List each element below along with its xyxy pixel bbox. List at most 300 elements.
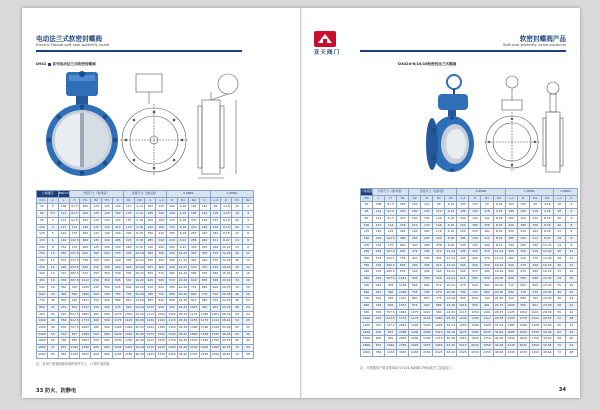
table-cell: 800 (102, 351, 113, 358)
table-cell: 48-62 (541, 349, 553, 356)
table-cell: 50 (361, 202, 373, 209)
table-cell: 44-39 (445, 343, 457, 350)
table-cell: 250 (58, 251, 69, 258)
right-head-pn16: 1.6MPa (553, 189, 577, 196)
table-cell: 4-18 (177, 204, 188, 211)
table-cell: 800 (102, 345, 113, 352)
table-cell: 210 (112, 224, 123, 231)
table-cell: 240 (112, 231, 123, 238)
table-cell: 1115 (457, 309, 469, 316)
table-cell: 250 (91, 284, 102, 291)
table-cell: 525 (199, 271, 210, 278)
table-cell: 705 (421, 289, 433, 296)
table-cell: 860 (409, 296, 421, 303)
table-cell: 1255 (505, 316, 517, 323)
table-row (37, 211, 254, 218)
table-cell: 125 (91, 244, 102, 251)
table-cell: 565 (469, 276, 481, 283)
table-cell: 1328 (210, 325, 221, 332)
table-cell: 1400 (361, 329, 373, 336)
left-model-line (36, 62, 96, 67)
table-cell: 1590 (156, 331, 167, 338)
table-cell: 2388 (80, 331, 91, 338)
table-row (361, 222, 578, 229)
table-cell: 210 (517, 229, 529, 236)
table-cell: 975 (409, 302, 421, 309)
table-cell: 710 (58, 331, 69, 338)
table-cell: 1380 (156, 325, 167, 332)
table-column-header: D2 (493, 195, 505, 202)
table-column-header: H2 (409, 195, 421, 202)
right-table-body (361, 202, 578, 356)
table-cell: 670 (457, 282, 469, 289)
table-cell: 132 (529, 215, 541, 222)
table-cell: 1682 (80, 311, 91, 318)
table-column-header: b (145, 197, 156, 204)
table-cell: 4 (243, 217, 254, 224)
worm-gear-butterfly-valve-photo (414, 74, 484, 174)
table-cell: 400 (91, 318, 102, 325)
table-cell: 4-18 (221, 204, 232, 211)
left-page (22, 8, 300, 398)
table-cell: 24-39 (221, 304, 232, 311)
table-cell: 28-36 (493, 316, 505, 323)
table-cell: 8-18 (493, 229, 505, 236)
table-cell: 125 (91, 204, 102, 211)
table-cell: 46 (232, 298, 243, 305)
table-cell: 350 (102, 278, 113, 285)
table-cell: 295 (469, 242, 481, 249)
table-row (361, 249, 578, 256)
table-cell: 370 (481, 256, 493, 263)
table-row (37, 325, 254, 332)
table-column-header: n-d (210, 197, 221, 204)
table-column-header: D (221, 197, 232, 204)
table-cell: 550 (123, 278, 134, 285)
table-cell: 620 (469, 282, 481, 289)
table-cell: 12-22 (134, 264, 145, 271)
table-cell: 40-36 (134, 338, 145, 345)
table-cell: 350 (91, 298, 102, 305)
table-cell: 24-36 (541, 296, 553, 303)
table-row (37, 258, 254, 265)
table-cell: 1600 (37, 338, 48, 345)
table-cell: 2125 (433, 349, 445, 356)
table-cell: 32-39 (493, 323, 505, 330)
table-cell: 725 (469, 289, 481, 296)
table-cell: 370 (210, 258, 221, 265)
table-cell: 8-18 (445, 229, 457, 236)
table-cell: 950 (517, 302, 529, 309)
table-cell: 4-18 (445, 222, 457, 229)
table-cell: 20 (243, 284, 254, 291)
table-cell: 8-18 (177, 217, 188, 224)
table-cell: 36 (243, 331, 254, 338)
table-cell: 2230 (156, 351, 167, 358)
table-cell: 540 (112, 271, 123, 278)
table-cell: 840 (156, 298, 167, 305)
table-row (361, 202, 578, 209)
table-cell: 600 (80, 244, 91, 251)
table-cell: 152 (58, 244, 69, 251)
table-row (37, 311, 254, 318)
table-cell: 1485 (505, 323, 517, 330)
table-cell: 180 (156, 224, 167, 231)
right-table-head-row-1 (361, 189, 578, 196)
table-cell: 170 (385, 242, 397, 249)
table-cell: 6 (47, 237, 58, 244)
table-cell: 450 (361, 276, 373, 283)
table-cell: 12-22 (541, 242, 553, 249)
table-row (361, 262, 578, 269)
table-cell: 28-33 (177, 311, 188, 318)
table-cell: 365 (433, 256, 445, 263)
table-column-header: H (385, 195, 397, 202)
table-cell: 1328 (481, 323, 493, 330)
table-cell: 36-36 (445, 329, 457, 336)
table-cell: 32 (243, 325, 254, 332)
table-cell: 1025 (505, 302, 517, 309)
table-cell: 20-26 (493, 282, 505, 289)
table-cell: 585 (167, 284, 178, 291)
table-cell: 130 (421, 209, 433, 216)
table-cell: 1950 (167, 345, 178, 352)
table-cell: 532 (167, 278, 178, 285)
table-cell: 100 (37, 224, 48, 231)
table-cell: 1120 (123, 318, 134, 325)
table-cell: 265 (112, 237, 123, 244)
table-row (37, 224, 254, 231)
table-cell: 12-18 (134, 251, 145, 258)
table-column-header: L (373, 195, 385, 202)
left-page-folio: 33 防火、防静电 (36, 388, 77, 394)
table-cell: 32-48 (221, 325, 232, 332)
table-cell: 2786 (80, 345, 91, 352)
table-cell: 44-55 (541, 343, 553, 350)
table-cell: 1012 (80, 278, 91, 285)
table-cell: 1685 (505, 329, 517, 336)
table-cell: 8-18 (221, 217, 232, 224)
table-cell: 910 (505, 296, 517, 303)
table-cell: 112 (58, 211, 69, 218)
table-column-header: D2 (541, 195, 553, 202)
table-cell: 1675 (457, 329, 469, 336)
table-cell: 300 (91, 291, 102, 298)
table-cell: 557.5 (385, 309, 397, 316)
table-cell: 184 (481, 229, 493, 236)
table-cell: 460 (469, 262, 481, 269)
table-cell: 1405 (409, 323, 421, 330)
table-cell: 170 (421, 222, 433, 229)
table-cell: 185 (167, 231, 178, 238)
table-cell: 114 (373, 215, 385, 222)
table-cell: 252.5 (385, 262, 397, 269)
table-cell: 4-14 (445, 209, 457, 216)
table-cell: 390 (69, 291, 80, 298)
table-cell: 1970 (123, 345, 134, 352)
table-cell: 350 (156, 251, 167, 258)
table-cell: 1930 (188, 338, 199, 345)
table-cell: 40-36 (445, 336, 457, 343)
table-row (37, 271, 254, 278)
table-cell: 1125 (188, 311, 199, 318)
table-cell: 12-22 (445, 256, 457, 263)
table-cell: 840 (505, 289, 517, 296)
table-cell: 36 (232, 284, 243, 291)
table-cell: 950 (385, 336, 397, 343)
table-cell: 40 (47, 318, 58, 325)
table-cell: 36-42 (493, 329, 505, 336)
table-cell: 840 (188, 291, 199, 298)
table-cell: 24 (243, 304, 254, 311)
table-cell: 670 (433, 289, 445, 296)
table-cell: 350 (102, 284, 113, 291)
table-cell: 595 (409, 276, 421, 283)
table-cell: 16-22 (445, 269, 457, 276)
table-cell: 500 (37, 284, 48, 291)
table-cell: 600 (102, 338, 113, 345)
table-cell: 229 (373, 282, 385, 289)
table-cell: 2½ (47, 211, 58, 218)
table-cell: 905 (167, 304, 178, 311)
table-cell: 197.5 (69, 251, 80, 258)
table-cell: 280 (421, 242, 433, 249)
table-cell: 8-18 (134, 231, 145, 238)
table-cell: 32 (553, 269, 565, 276)
table-cell: 2045 (409, 343, 421, 350)
table-cell: 190 (112, 217, 123, 224)
table-cell: 170 (123, 224, 134, 231)
table-cell: 1820 (517, 336, 529, 343)
table-cell: 8 (565, 222, 577, 229)
table-cell: 60 (553, 323, 565, 330)
table-cell: 1760 (421, 336, 433, 343)
table-cell: 8 (565, 242, 577, 249)
table-cell: 1380 (469, 323, 481, 330)
table-cell: 10 (47, 251, 58, 258)
table-cell: 395 (145, 251, 156, 258)
table-cell: 320 (167, 251, 178, 258)
table-cell: 68 (232, 338, 243, 345)
table-cell: 165 (373, 249, 385, 256)
table-cell: 160 (112, 211, 123, 218)
table-cell: 4-18 (493, 209, 505, 216)
table-cell: 4 (565, 215, 577, 222)
table-cell: 65 (37, 211, 48, 218)
table-cell: 1915 (457, 336, 469, 343)
table-cell: 1012 (397, 276, 409, 283)
table-cell: 410 (373, 316, 385, 323)
table-cell: 220 (188, 224, 199, 231)
table-cell: 44 (243, 345, 254, 352)
table-cell: 80 (37, 217, 48, 224)
table-cell: 530 (373, 329, 385, 336)
table-cell: 34 (553, 276, 565, 283)
table-column-header: D1 (123, 197, 134, 204)
table-cell: 16 (243, 271, 254, 278)
table-cell: 2230 (469, 349, 481, 356)
table-cell: 1080 (433, 316, 445, 323)
table-cell: 565 (145, 271, 156, 278)
table-cell: 32-48 (541, 323, 553, 330)
table-cell: 365 (397, 202, 409, 209)
table-cell: 2180 (123, 351, 134, 358)
table-cell: 8-22 (177, 237, 188, 244)
table-cell: 1930 (505, 336, 517, 343)
table-cell: 160 (91, 251, 102, 258)
table-cell: 8-18 (134, 237, 145, 244)
table-cell: 390 (58, 291, 69, 298)
table-cell: 266 (481, 242, 493, 249)
table-cell: 145 (517, 209, 529, 216)
table-cell: 270 (58, 258, 69, 265)
table-cell: 240 (199, 237, 210, 244)
table-cell: 48 (553, 302, 565, 309)
table-cell: 72 (232, 351, 243, 358)
table-cell: 202 (433, 235, 445, 242)
table-cell: 756 (80, 258, 91, 265)
table-cell: 40 (243, 338, 254, 345)
table-cell: 1685 (188, 331, 199, 338)
table-cell: 895 (80, 264, 91, 271)
table-cell: 395 (457, 249, 469, 256)
table-cell: 48-62 (221, 351, 232, 358)
table-cell: 794 (210, 298, 221, 305)
table-cell: 28 (553, 256, 565, 263)
table-cell: 18 (553, 209, 565, 216)
table-cell: 8-18 (493, 215, 505, 222)
table-cell: 1050 (517, 309, 529, 316)
table-column-header: n-d (553, 195, 565, 202)
table-cell: 2020 (517, 343, 529, 350)
table-cell: 8-18 (445, 242, 457, 249)
table-cell: 2020 (469, 343, 481, 350)
table-cell: 600 (361, 289, 373, 296)
table-cell: 20-22 (134, 284, 145, 291)
table-cell: 12 (243, 264, 254, 271)
table-cell: 350 (102, 291, 113, 298)
table-cell: 184 (529, 229, 541, 236)
table-cell: 1015 (145, 304, 156, 311)
table-cell: 1020 (123, 311, 134, 318)
table-row (361, 296, 578, 303)
table-cell: 330 (373, 309, 385, 316)
table-cell: 140 (58, 237, 69, 244)
table-cell: 28 (243, 318, 254, 325)
table-cell: 400 (91, 325, 102, 332)
table-cell: 1774 (80, 318, 91, 325)
table-cell: 375 (112, 251, 123, 258)
table-cell: 125 (156, 204, 167, 211)
table-cell: 14 (47, 264, 58, 271)
table-cell: 2325 (145, 351, 156, 358)
table-cell: 52 (553, 316, 565, 323)
table-cell: 80 (361, 215, 373, 222)
table-cell: 211 (529, 235, 541, 242)
table-cell: 16-22 (134, 271, 145, 278)
table-cell: 16 (553, 202, 565, 209)
table-cell: 520 (433, 276, 445, 283)
table-cell: 1325 (167, 325, 178, 332)
table-cell: 840 (517, 296, 529, 303)
table-cell: 950 (69, 338, 80, 345)
table-cell: 28-42 (221, 318, 232, 325)
table-cell: 72 (553, 349, 565, 356)
table-cell: 142.5 (69, 237, 80, 244)
table-cell: 1547 (80, 304, 91, 311)
table-cell: 140 (102, 237, 113, 244)
table-cell: 125 (102, 211, 113, 218)
table-cell: 837 (69, 331, 80, 338)
table-cell: 4-14 (134, 211, 145, 218)
table-row (37, 298, 254, 305)
table-cell: 156 (529, 222, 541, 229)
table-cell: 1165 (69, 351, 80, 358)
table-cell: 600 (91, 345, 102, 352)
table-cell: 318 (373, 302, 385, 309)
table-cell: 12 (565, 256, 577, 263)
table-cell: 1062 (385, 343, 397, 350)
table-cell: 1600 (361, 336, 373, 343)
table-cell: 430 (397, 222, 409, 229)
table-cell: 790 (58, 338, 69, 345)
table-cell: 165 (188, 204, 199, 211)
table-cell: 2150 (481, 349, 493, 356)
table-cell: 319 (210, 251, 221, 258)
table-row (37, 244, 254, 251)
left-head-outline: 外形尺寸（参考值） (69, 191, 123, 198)
table-column-header: D2 (134, 197, 145, 204)
table-cell: 340 (188, 244, 199, 251)
table-cell: 20 (553, 215, 565, 222)
table-cell: 180 (517, 222, 529, 229)
table-cell: 600 (91, 351, 102, 358)
table-cell: 12 (243, 258, 254, 265)
table-cell: 28-39 (541, 309, 553, 316)
table-cell: 125 (37, 231, 48, 238)
table-cell: 1970 (421, 343, 433, 350)
table-cell: 12 (243, 251, 254, 258)
table-cell: 540 (409, 269, 421, 276)
table-cell: 28-39 (221, 311, 232, 318)
table-cell: 8-22 (493, 242, 505, 249)
catalog-spread (22, 8, 580, 398)
table-cell: 8 (243, 244, 254, 251)
table-cell: 32-39 (177, 325, 188, 332)
table-cell: 295 (199, 244, 210, 251)
table-cell: 125 (91, 217, 102, 224)
table-cell: 630 (58, 325, 69, 332)
table-cell: 24 (565, 309, 577, 316)
table-cell: 211 (481, 235, 493, 242)
table-cell: 36 (553, 282, 565, 289)
table-cell: 700 (37, 298, 48, 305)
table-cell: 142.5 (385, 235, 397, 242)
table-cell: 1165 (385, 349, 397, 356)
table-cell: 125 (361, 229, 373, 236)
table-cell: 775 (433, 296, 445, 303)
table-cell: 1547 (397, 302, 409, 309)
table-cell: 837 (385, 329, 397, 336)
table-cell: 1175 (112, 318, 123, 325)
table-cell: 140 (58, 231, 69, 238)
table-cell: 170 (69, 244, 80, 251)
table-cell: 2345 (188, 351, 199, 358)
table-cell: 12-18 (445, 249, 457, 256)
table-cell: 400 (102, 304, 113, 311)
table-cell: 4 (565, 209, 577, 216)
table-cell: 405 (505, 249, 517, 256)
